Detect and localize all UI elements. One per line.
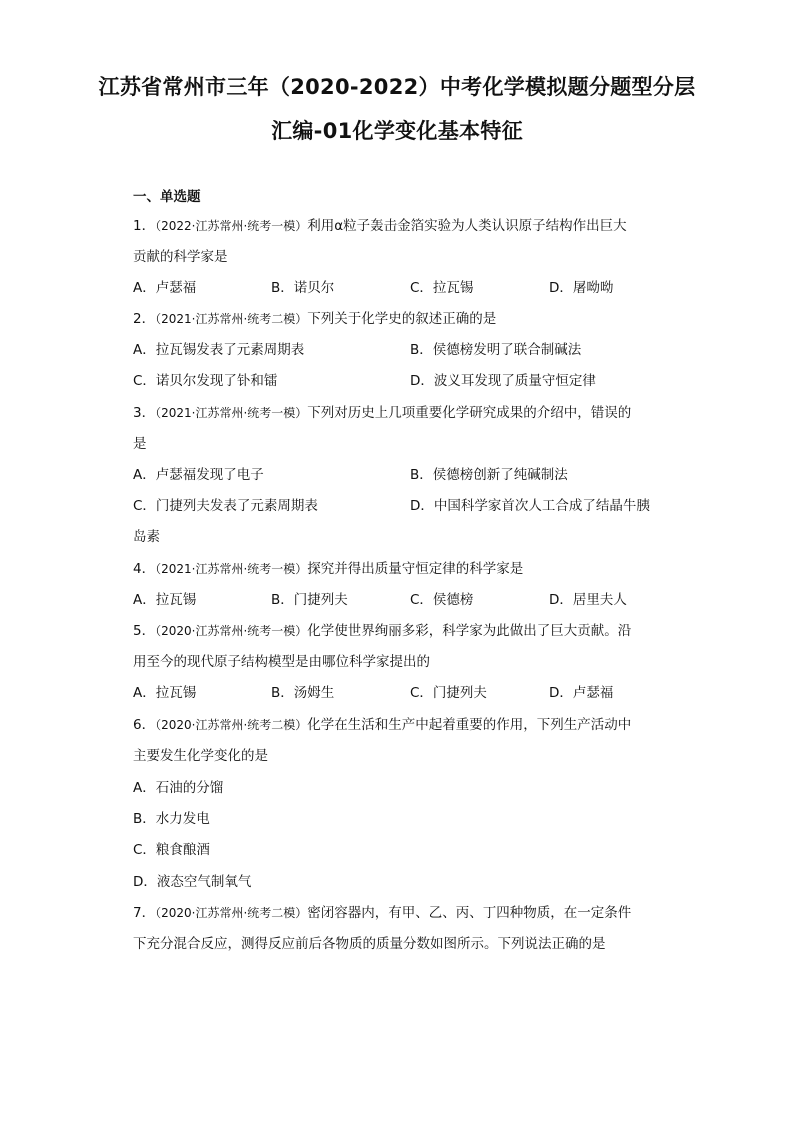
document-title-line-2: 汇编-01化学变化基本特征 [271, 119, 523, 143]
question-7-stem-cont: 下充分混合反应，测得反应前后各物质的质量分数如图所示。下列说法正确的是 [133, 936, 606, 952]
question-6-option-d: D．液态空气制氧气 [133, 874, 252, 890]
question-1-option-d: D．屠呦呦 [549, 280, 614, 296]
question-number: 7． [133, 905, 156, 921]
section-heading: 一、单选题 [133, 189, 201, 205]
question-1-option-c: C．拉瓦锡 [410, 280, 474, 296]
question-source: （2021·江苏常州·统考一模） [155, 562, 308, 576]
question-6-option-c: C．粮食酿酒 [133, 842, 210, 858]
question-1-stem [133, 214, 627, 234]
question-1-option-a: A．卢瑟福 [133, 280, 197, 296]
question-6-stem-cont: 主要发生化学变化的是 [133, 748, 268, 764]
question-1-stem-cont: 贡献的科学家是 [133, 249, 228, 265]
question-5-option-a: A．拉瓦锡 [133, 685, 197, 701]
question-source: （2021·江苏常州·统考二模） [155, 312, 308, 326]
question-4-option-b: B．门捷列夫 [271, 592, 348, 608]
question-number: 1． [133, 218, 156, 234]
question-3-option-b: B．侯德榜创新了纯碱制法 [410, 467, 568, 483]
question-source: （2020·江苏常州·统考一模） [155, 624, 308, 638]
question-3-stem [133, 401, 631, 421]
question-source: （2020·江苏常州·统考二模） [155, 906, 308, 920]
question-number: 3． [133, 405, 156, 421]
question-2-option-c: C．诺贝尔发现了钋和镭 [133, 373, 278, 389]
question-source: （2021·江苏常州·统考一模） [155, 406, 308, 420]
question-3-option-c: C．门捷列夫发表了元素周期表 [133, 498, 318, 514]
question-2-option-d: D．波义耳发现了质量守恒定律 [410, 373, 596, 389]
question-number: 5． [133, 623, 156, 639]
document-title-line-1: 江苏省常州市三年（2020-2022）中考化学模拟题分题型分层 [98, 75, 696, 99]
question-text: 利用α粒子轰击金箔实验为人类认识原子结构作出巨大 [307, 218, 627, 234]
question-5-stem-cont: 用至今的现代原子结构模型是由哪位科学家提出的 [133, 654, 430, 670]
question-6-option-a: A．石油的分馏 [133, 780, 224, 796]
question-5-option-c: C．门捷列夫 [410, 685, 487, 701]
question-6-stem [133, 713, 631, 733]
question-text: 下列对历史上几项重要化学研究成果的介绍中，错误的 [307, 405, 632, 421]
question-4-stem [133, 557, 523, 577]
question-3-option-d: D．中国科学家首次人工合成了结晶牛胰 [410, 498, 650, 514]
question-7-stem [133, 901, 631, 921]
question-number: 4． [133, 561, 156, 577]
question-5-option-d: D．卢瑟福 [549, 685, 614, 701]
question-source: （2020·江苏常州·统考二模） [155, 718, 308, 732]
question-3-stem-cont: 是 [133, 436, 147, 452]
question-number: 6． [133, 717, 156, 733]
question-source: （2022·江苏常州·统考一模） [155, 219, 308, 233]
question-3-option-d-cont: 岛素 [133, 529, 160, 545]
question-text: 下列关于化学史的叙述正确的是 [307, 311, 497, 327]
question-2-option-b: B．侯德榜发明了联合制碱法 [410, 342, 582, 358]
question-4-option-d: D．居里夫人 [549, 592, 627, 608]
question-6-option-b: B．水力发电 [133, 811, 210, 827]
question-2-option-a: A．拉瓦锡发表了元素周期表 [133, 342, 305, 358]
question-text: 探究并得出质量守恒定律的科学家是 [307, 561, 524, 577]
question-3-option-a: A．卢瑟福发现了电子 [133, 467, 264, 483]
question-text: 化学使世界绚丽多彩，科学家为此做出了巨大贡献。沿 [307, 623, 632, 639]
question-4-option-a: A．拉瓦锡 [133, 592, 197, 608]
question-text: 密闭容器内，有甲、乙、丙、丁四种物质，在一定条件 [307, 905, 632, 921]
question-5-option-b: B．汤姆生 [271, 685, 335, 701]
question-2-stem [133, 307, 496, 327]
question-4-option-c: C．侯德榜 [410, 592, 474, 608]
question-5-stem [133, 619, 631, 639]
question-1-option-b: B．诺贝尔 [271, 280, 335, 296]
question-number: 2． [133, 311, 156, 327]
question-text: 化学在生活和生产中起着重要的作用，下列生产活动中 [307, 717, 632, 733]
